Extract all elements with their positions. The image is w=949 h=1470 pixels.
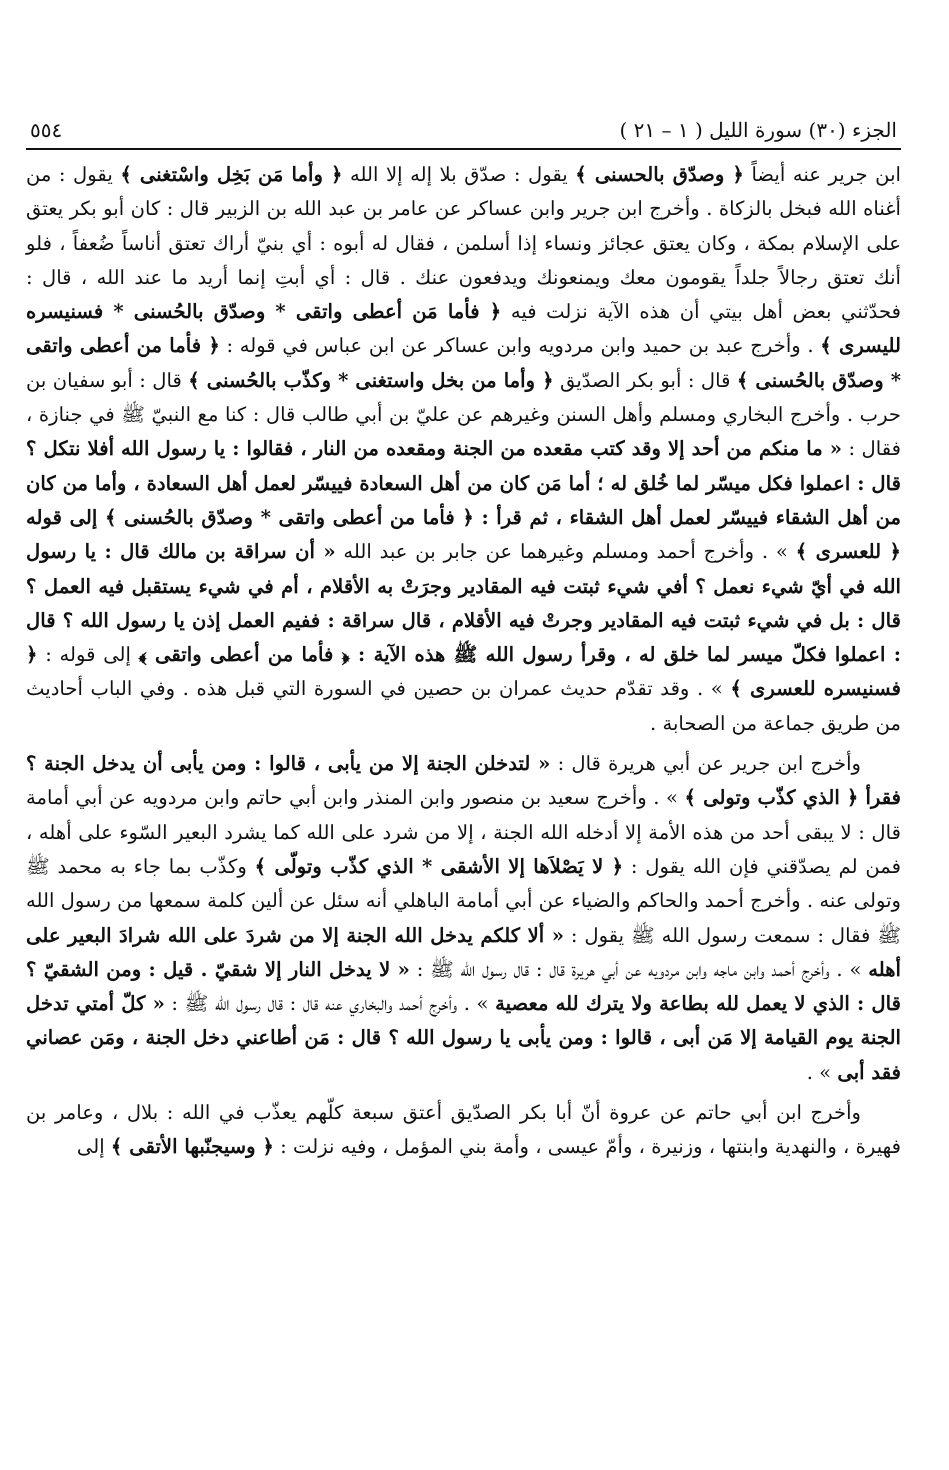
bold-run: « لا يدخل النار إلا شقيّ . قيل : ومن الشقيّ ؟ قال : الذي لا يعمل لله بطاعة ولا يترك لله معصية	[26, 957, 901, 1016]
paragraph	[26, 158, 901, 741]
paragraph	[26, 747, 901, 1090]
bold-run: ﴿ وأما من بخل واستغنى * وكذّب بالحُسنى ﴾	[188, 368, 554, 392]
body-text	[26, 158, 901, 1165]
text-run: » . وأخرج أحمد ومسلم وغيرهما عن جابر بن عبد الله	[335, 540, 796, 564]
text-run: » . وأخرج أحمد وابن ماجه وابن مردويه عن أبي هريرة قال : قال رسول الله ﷺ :	[409, 957, 869, 981]
page	[0, 96, 949, 1470]
text-run: » . وقد تقدّم حديث عمران بن حصين في السورة التي قبل هذه . وفي الباب أحاديث من طريق جماعة من الصحابة .	[26, 677, 901, 735]
text-run: ابن جرير عنه أيضاً	[743, 163, 901, 186]
bold-run: « ما منكم من أحد إلا وقد كتب مقعده من الجنة ومقعده من النار ، فقالوا : يا رسول الله أفلا نتكل ؟ قال : اعملوا فكل ميسّر لما خُلق له ؛ أما مَن كان من أهل السعادة فييسّر لعمل أهل السعادة ، وأما من كان من أهل الشقاء فييسّر لعمل أهل الشقاء ، ثم قرأ : ﴿ فأما من أعطى واتقى * وصدّق بالحُسنى ﴾ إلى قوله ﴿ للعسرى ﴾	[26, 437, 902, 564]
bold-run: ﴿ وسيجنّبها الأتقى ﴾	[110, 1135, 274, 1159]
bold-run: ﴿ لا يَصْلاَها إلا الأشقى * الذي كذّب وتولّى ﴾	[254, 854, 624, 878]
bold-run: « ألا كلكم يدخل الله الجنة إلا من شردَ على الله شرادَ البعير على أهله	[26, 923, 902, 981]
text-run: قال : أبو بكر الصدّيق	[553, 368, 737, 392]
text-run: . وأخرج عبد بن حميد وابن مردويه وابن عساكر عن ابن عباس في قوله :	[219, 334, 821, 358]
text-run: يقول : من أغناه الله فبخل بالزكاة . وأخرج ابن جرير وابن عساكر عن عامر بن عبد الله بن الزبير قال : كان أبو بكر يعتق على الإسلام بمكة ، وكان يعتق عجائز ونساء إذا أسلمن ، فقال له أبوه : أي بنيّ أراك تعتق أناساً ضُعفاً ، فلو أنك تعتق رجالاً جلداً يقومون معك ويمنعونك ويدفعون عنك . قال : أي أبتِ إنما أريد ما عند الله ، قال : فحدّثني بعض أهل بيتي أن هذه الآية نزلت فيه	[26, 163, 901, 324]
text-run: وكذّب بما جاء به محمد ﷺ وتولى عنه . وأخرج أحمد والحاكم والضياء عن أبي أمامة الباهلي أنه سئل عن ألين كلمة سمعها من رسول الله ﷺ فقال : سمعت رسول الله ﷺ يقول :	[26, 854, 901, 947]
bold-run: « أن سراقة بن مالك قال : يا رسول الله في أيّ شيء نعمل ؟ أفي شيء ثبتت فيه المقادير وجرَتْ به الأقلام ، أم في شيء يستقبل فيه العمل ؟ قال : بل في شيء ثبتت فيه المقادير وجرتْ فيه الأقلام ، قال سراقة : ففيم العمل إذن يا رسول الله ؟ قال : اعملوا فكلّ ميسر لما خلق له ، وقرأ رسول الله ﷺ هذه الآية : ﴿ فأما من أعطى واتقى ﴾	[26, 540, 901, 667]
text-run: وأخرج ابن أبي حاتم عن عروة أنّ أبا بكر الصدّيق أعتق سبعة كلّهم يعذّب في الله : بلال ، وعامر بن فهيرة ، والنهدية وابنتها ، وزنيرة ، وأمّ عيسى ، وأمة بني المؤمل ، وفيه نزلت :	[26, 1101, 901, 1159]
running-title: الجزء (٣٠) سورة الليل ( ١ – ٢١ )	[619, 118, 897, 142]
text-run: إلى قوله :	[37, 643, 139, 667]
text-run: يقول : صدّق بلا إله إلا الله	[342, 163, 576, 186]
bold-run: ﴿ وصدّق بالحسنى ﴾	[575, 163, 744, 186]
bold-run: « لتدخلن الجنة إلا من يأبى ، قالوا : ومن يأبى أن يدخل الجنة ؟ فقرأ ﴿ الذي كذّب وتولى ﴾	[26, 752, 901, 810]
bold-run: ﴿ فسنيسره للعسرى ﴾	[26, 643, 902, 701]
paragraph	[26, 1096, 901, 1165]
text-run: » . وأخرج أحمد والبخاري عنه قال : قال رسول الله ﷺ :	[164, 992, 496, 1016]
bold-run: ﴿ وأما مَن بَخِل واسْتغنى ﴾	[120, 163, 343, 186]
text-run: » . وأخرج سعيد بن منصور وابن المنذر وابن أبي حاتم وابن مردويه عن أبي أمامة قال : لا يبقى أحد من هذه الأمة إلا أدخله الله الجنة ، إلا من شرد على الله كما يشرد البعير السّوء على أهله ، فمن لم يصدّقني فإن الله يقول :	[26, 786, 901, 878]
page-number: ٥٥٤	[30, 118, 63, 142]
text-run: » .	[806, 1060, 838, 1084]
header-rule	[26, 148, 901, 150]
text-run: إلى	[76, 1135, 111, 1159]
text-run: وأخرج ابن جرير عن أبي هريرة قال :	[550, 752, 861, 776]
bold-run: ﴿ فأما مَن أعطى واتقى * وصدّق بالحُسنى * فسنيسره لليسرى ﴾	[26, 300, 901, 358]
page-header	[26, 96, 901, 148]
bold-run: ﴿ فأما من أعطى واتقى * وصدّق بالحُسنى ﴾	[26, 334, 902, 392]
text-run: قال : أبو سفيان بن حرب . وأخرج البخاري ومسلم وأهل السنن وغيرهم عن عليّ بن أبي طالب قال : كنا مع النبيّ ﷺ في جنازة ، فقال :	[26, 368, 901, 461]
bold-run: « كلّ أمتي تدخل الجنة يوم القيامة إلا مَن أبى ، قالوا : ومن يأبى يا رسول الله ؟ قال : مَن أطاعني دخل الجنة ، ومَن عصاني فقد أبى	[26, 992, 901, 1084]
